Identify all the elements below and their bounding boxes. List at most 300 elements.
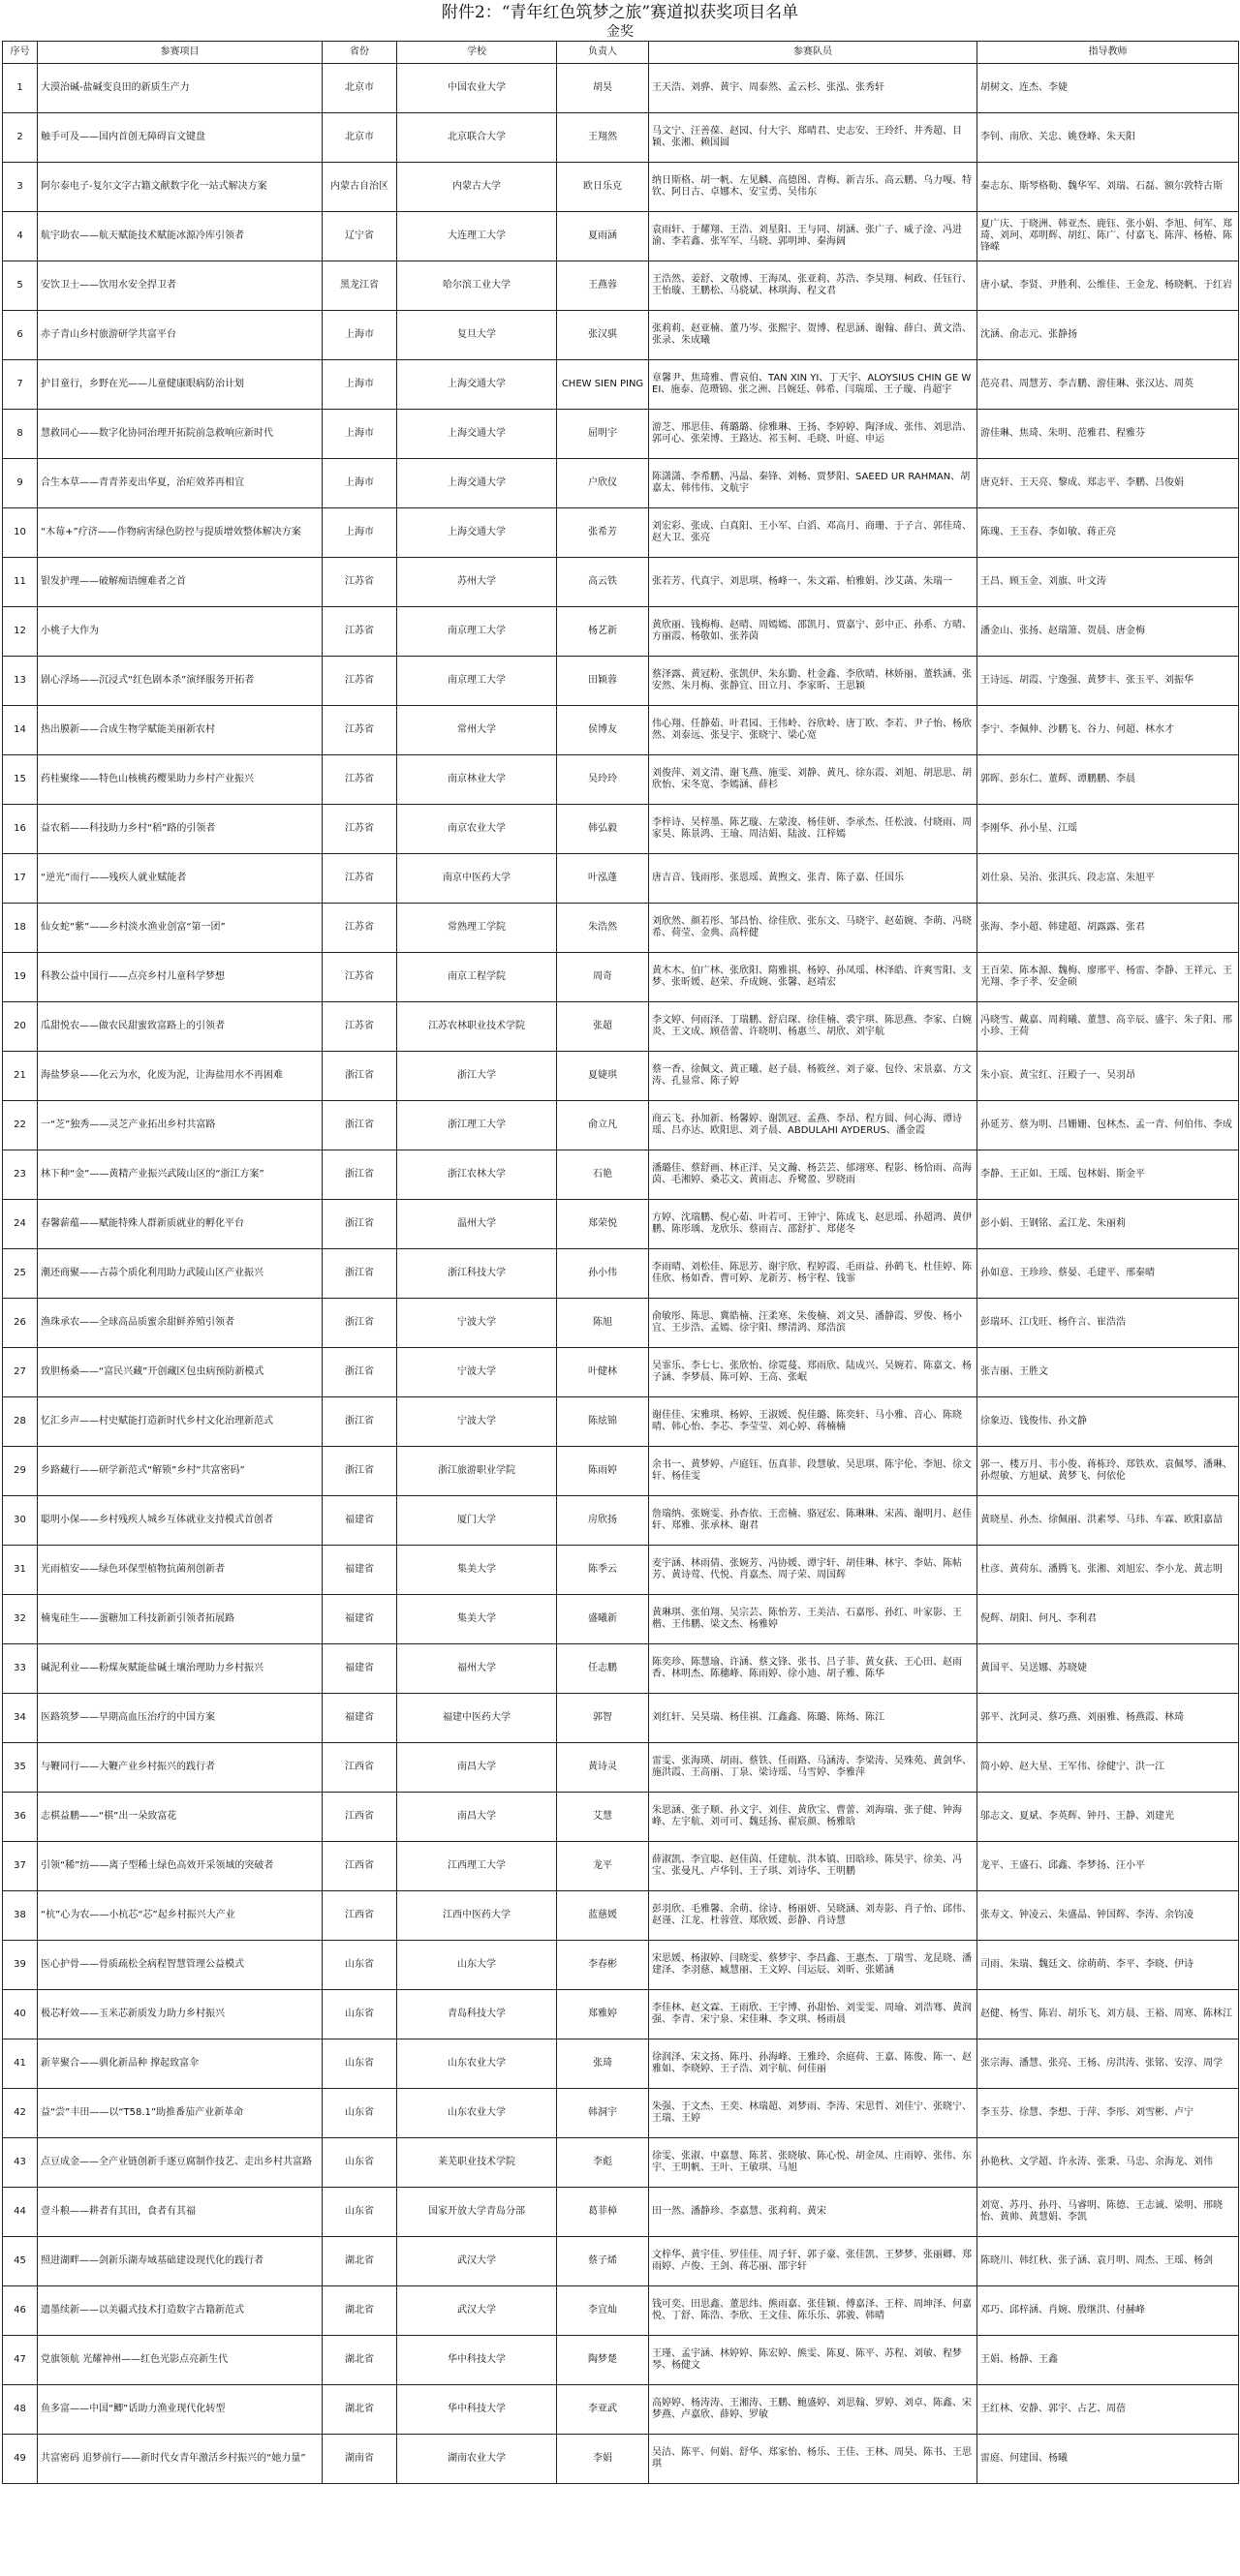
cell-school: 江苏农林职业技术学院 bbox=[397, 1002, 557, 1052]
cell-project: 点豆成金——全产业链创新手逐豆腐制作技艺、走出乡村共富路 bbox=[38, 2138, 323, 2188]
cell-advisors: 刘仕泉、吴治、张淇兵、段志富、朱旭平 bbox=[977, 854, 1239, 904]
table-row bbox=[3, 261, 1239, 311]
cell-members: 蔡泽露、黄冠粉、张凯伊、朱东勤、杜金鑫、李欣晴、林娇丽、董轶涵、张安然、朱月梅、张静宜、田立月、李家昕、王思颖 bbox=[649, 657, 977, 706]
award-list-page bbox=[0, 2, 1240, 2576]
cell-index: 1 bbox=[3, 64, 38, 113]
cell-project: 党旗领航 光耀神州——红色光影点亮新生代 bbox=[38, 2336, 323, 2385]
cell-leader: 郑荣悦 bbox=[557, 1200, 649, 1249]
column-header-advisors: 指导教师 bbox=[977, 42, 1239, 64]
cell-school: 内蒙古大学 bbox=[397, 163, 557, 212]
cell-project: 遗墨续新——以美疆式技术打造数字古籍新范式 bbox=[38, 2286, 323, 2336]
cell-school: 南京理工大学 bbox=[397, 657, 557, 706]
cell-index: 17 bbox=[3, 854, 38, 904]
cell-province: 浙江省 bbox=[323, 1348, 397, 1397]
cell-leader: 孙小伟 bbox=[557, 1249, 649, 1299]
cell-advisors: 王娟、杨静、王鑫 bbox=[977, 2336, 1239, 2385]
cell-province: 江苏省 bbox=[323, 805, 397, 854]
cell-province: 江西省 bbox=[323, 1891, 397, 1941]
cell-index: 21 bbox=[3, 1052, 38, 1101]
cell-index: 24 bbox=[3, 1200, 38, 1249]
cell-province: 内蒙古自治区 bbox=[323, 163, 397, 212]
cell-school: 中国农业大学 bbox=[397, 64, 557, 113]
table-row bbox=[3, 1546, 1239, 1595]
cell-province: 上海市 bbox=[323, 459, 397, 508]
table-row bbox=[3, 1496, 1239, 1546]
cell-school: 温州大学 bbox=[397, 1200, 557, 1249]
cell-province: 上海市 bbox=[323, 410, 397, 459]
cell-advisors: 唐克轩、王天亮、黎成、郑志平、李鹏、吕俊娟 bbox=[977, 459, 1239, 508]
cell-leader: 陈季云 bbox=[557, 1546, 649, 1595]
table-row bbox=[3, 706, 1239, 755]
cell-leader: 任志鹏 bbox=[557, 1644, 649, 1694]
cell-index: 41 bbox=[3, 2039, 38, 2089]
cell-province: 江西省 bbox=[323, 1793, 397, 1842]
table-row bbox=[3, 1200, 1239, 1249]
cell-province: 上海市 bbox=[323, 360, 397, 410]
cell-project: 药桂聚缘——特色山核桃药樱果助力乡村产业振兴 bbox=[38, 755, 323, 805]
cell-members: 朱强、于文杰、王奕、林瑞超、刘梦雨、李涛、宋思哲、刘佳宁、张晓宁、王瑞、王婷 bbox=[649, 2089, 977, 2138]
cell-province: 福建省 bbox=[323, 1644, 397, 1694]
cell-school: 浙江大学 bbox=[397, 1052, 557, 1101]
cell-members: 文梓华、黄宇佳、罗佳佳、周子轩、郭子豪、张佳凯、王梦梦、张丽卿、郑雨婷、卢俊、王剑、蒋芯丽、邵宇轩 bbox=[649, 2237, 977, 2286]
cell-project: 致胆杨桑——“富民兴藏”开创藏区包虫病预防新模式 bbox=[38, 1348, 323, 1397]
cell-index: 36 bbox=[3, 1793, 38, 1842]
cell-index: 34 bbox=[3, 1694, 38, 1743]
cell-leader: 王翔然 bbox=[557, 113, 649, 163]
cell-leader: 朱浩然 bbox=[557, 904, 649, 953]
cell-school: 厦门大学 bbox=[397, 1496, 557, 1546]
cell-members: 潘璐佳、蔡舒画、林正洋、吴文瀚、杨芸芸、郁翊寒、程影、杨恰雨、高海茵、毛湘婷、桑芯文、黄雨志、乔鹭盈、罗晓雨 bbox=[649, 1150, 977, 1200]
table-row bbox=[3, 2188, 1239, 2237]
cell-advisors: 唐小斌、李贤、尹胜利、公维佳、王金龙、杨晓帆、于红岩 bbox=[977, 261, 1239, 311]
cell-index: 6 bbox=[3, 311, 38, 360]
cell-project: 仙女蛇“紫”——乡村淡水渔业创富“第一团” bbox=[38, 904, 323, 953]
cell-advisors: 王诗远、胡霞、宁逸强、黄梦丰、张玉平、刘振华 bbox=[977, 657, 1239, 706]
cell-school: 浙江旅游职业学院 bbox=[397, 1447, 557, 1496]
cell-advisors: 孙艳秋、文学超、许永涛、张秉、马忠、余海龙、刘伟 bbox=[977, 2138, 1239, 2188]
cell-province: 北京市 bbox=[323, 113, 397, 163]
cell-advisors: 彭瑞环、江戊旺、杨仵言、崔浩浩 bbox=[977, 1299, 1239, 1348]
cell-members: 田一然、潘静珍、李嘉慧、张莉莉、黄宋 bbox=[649, 2188, 977, 2237]
cell-index: 44 bbox=[3, 2188, 38, 2237]
cell-index: 18 bbox=[3, 904, 38, 953]
table-row bbox=[3, 558, 1239, 607]
cell-index: 35 bbox=[3, 1743, 38, 1793]
award-table bbox=[2, 41, 1239, 2484]
cell-project: 安饮卫士——饮用水安全捍卫者 bbox=[38, 261, 323, 311]
cell-index: 9 bbox=[3, 459, 38, 508]
cell-leader: 张希芳 bbox=[557, 508, 649, 558]
cell-province: 浙江省 bbox=[323, 1200, 397, 1249]
cell-advisors: 王昌、顾玉金、刘旗、叶文涛 bbox=[977, 558, 1239, 607]
cell-members: 王浩然、姜舒、文敬博、王海凤、张亚莉、苏浩、李昊翔、柯政、任钰行、王怡璇、王鹏松、马骁斌、林琪海、程文君 bbox=[649, 261, 977, 311]
cell-province: 山东省 bbox=[323, 1990, 397, 2039]
cell-project: 志棋益鹏——“棋”出一朵致富花 bbox=[38, 1793, 323, 1842]
table-row bbox=[3, 657, 1239, 706]
cell-index: 31 bbox=[3, 1546, 38, 1595]
cell-school: 上海交通大学 bbox=[397, 410, 557, 459]
table-row bbox=[3, 2039, 1239, 2089]
cell-school: 上海交通大学 bbox=[397, 360, 557, 410]
cell-project: 海盐梦泉——化云为水，化废为泥，让海盐用水不再困难 bbox=[38, 1052, 323, 1101]
cell-province: 福建省 bbox=[323, 1595, 397, 1644]
cell-school: 武汉大学 bbox=[397, 2286, 557, 2336]
cell-province: 江西省 bbox=[323, 1743, 397, 1793]
cell-index: 12 bbox=[3, 607, 38, 657]
table-row bbox=[3, 113, 1239, 163]
cell-leader: 张汉骐 bbox=[557, 311, 649, 360]
cell-members: 张莉莉、赵亚楠、董乃岑、张熙宇、贺博、程思涵、谢翰、薛白、黄文浩、张录、朱成曦 bbox=[649, 311, 977, 360]
cell-members: 刘红轩、吴昊瑞、杨佳祺、江鑫鑫、陈璐、陈炀、陈江 bbox=[649, 1694, 977, 1743]
cell-advisors: 刘宽、苏丹、孙丹、马睿明、陈德、王志诚、梁明、邢晓怡、黄帅、黄慧娟、李凯 bbox=[977, 2188, 1239, 2237]
cell-index: 5 bbox=[3, 261, 38, 311]
cell-province: 浙江省 bbox=[323, 1299, 397, 1348]
cell-advisors: 雷庭、何建国、杨曦 bbox=[977, 2435, 1239, 2484]
cell-members: 雷雯、张海瑛、胡雨、蔡铁、任雨路、马涵涛、李梁涛、吴殊苑、黄剑华、施洪霞、王高丽、丁泉、梁诗瑶、马雪婷、李雅萍 bbox=[649, 1743, 977, 1793]
cell-index: 20 bbox=[3, 1002, 38, 1052]
cell-index: 42 bbox=[3, 2089, 38, 2138]
cell-members: 纳日斯格、胡一帆、左见麟、高德图、青梅、新吉乐、高云鹏、乌力嘎、特钦、阿日古、卓娜木、安宝勇、吴伟东 bbox=[649, 163, 977, 212]
cell-project: 大漠治碱-盐碱变良田的新质生产力 bbox=[38, 64, 323, 113]
cell-project: 引领“稀”纺——离子型稀土绿色高效开采领域的突破者 bbox=[38, 1842, 323, 1891]
cell-project: 益“尝”丰田——以“T58.1”助推番茄产业新革命 bbox=[38, 2089, 323, 2138]
cell-advisors: 倪辉、胡阳、何凡、李利君 bbox=[977, 1595, 1239, 1644]
table-row bbox=[3, 311, 1239, 360]
table-row bbox=[3, 64, 1239, 113]
cell-province: 山东省 bbox=[323, 2188, 397, 2237]
cell-advisors: 彭小娟、王钢铭、孟江龙、朱丽莉 bbox=[977, 1200, 1239, 1249]
cell-project: 潮还商聚——古蒜个质化利用助力武陵山区产业振兴 bbox=[38, 1249, 323, 1299]
cell-advisors: 简小婷、赵大星、王军伟、徐健宁、洪一江 bbox=[977, 1743, 1239, 1793]
cell-advisors: 孙延芳、蔡为明、吕姗姗、包林杰、孟一青、何伯伟、李成 bbox=[977, 1101, 1239, 1150]
cell-members: 李佳林、赵文霖、王雨欣、王宇博、孙甜怡、刘雯雯、周瑜、刘浩骞、黄润强、李青、宋宁泉、宋佳琳、李文琪、杨雨晨 bbox=[649, 1990, 977, 2039]
cell-members: 钱可奕、田思鑫、董思纬、熊雨嘉、张佳颖、傅嘉泽、王梓、周坤泽、何嘉悦、丁舒、陈浩、李欣、王文佳、陈乐乐、郭骏、韩晴 bbox=[649, 2286, 977, 2336]
column-header-members: 参赛队员 bbox=[649, 42, 977, 64]
cell-school: 苏州大学 bbox=[397, 558, 557, 607]
table-header-row bbox=[3, 42, 1239, 64]
table-row bbox=[3, 1793, 1239, 1842]
table-row bbox=[3, 1891, 1239, 1941]
cell-leader: 黄诗灵 bbox=[557, 1743, 649, 1793]
cell-members: 王瑾、孟宇涵、林婷婷、陈宏婷、熊雯、陈夏、陈平、苏程、刘敏、程梦琴、杨健文 bbox=[649, 2336, 977, 2385]
cell-leader: 葛菲樟 bbox=[557, 2188, 649, 2237]
cell-members: 游芝、邢思佳、蒋璐璐、徐雅琳、王扬、李婷婷、陶泽成、张伟、刘思浩、郭可心、张荣博、王路达、祁玉柯、毛晓、叶庭、申运 bbox=[649, 410, 977, 459]
cell-advisors: 游佳琳、焦琦、朱明、范雅君、程雅芬 bbox=[977, 410, 1239, 459]
cell-leader: 叶健林 bbox=[557, 1348, 649, 1397]
table-row bbox=[3, 1348, 1239, 1397]
cell-school: 宁波大学 bbox=[397, 1348, 557, 1397]
cell-advisors: 秦志东、斯琴格勒、魏华军、刘瑞、石磊、额尔敦特古斯 bbox=[977, 163, 1239, 212]
cell-leader: 李娟 bbox=[557, 2435, 649, 2484]
cell-province: 浙江省 bbox=[323, 1150, 397, 1200]
cell-index: 23 bbox=[3, 1150, 38, 1200]
cell-province: 浙江省 bbox=[323, 1101, 397, 1150]
cell-leader: 蔡子烯 bbox=[557, 2237, 649, 2286]
table-row bbox=[3, 1101, 1239, 1150]
cell-province: 浙江省 bbox=[323, 1447, 397, 1496]
cell-school: 浙江理工大学 bbox=[397, 1101, 557, 1150]
cell-project: 极芯籽效——玉米芯新质发力助力乡村振兴 bbox=[38, 1990, 323, 2039]
cell-school: 国家开放大学青岛分部 bbox=[397, 2188, 557, 2237]
cell-index: 48 bbox=[3, 2385, 38, 2435]
table-row bbox=[3, 2138, 1239, 2188]
table-row bbox=[3, 1595, 1239, 1644]
cell-province: 浙江省 bbox=[323, 1397, 397, 1447]
cell-leader: 盛曦新 bbox=[557, 1595, 649, 1644]
table-row bbox=[3, 1002, 1239, 1052]
cell-province: 浙江省 bbox=[323, 1052, 397, 1101]
cell-project: 小桃子大作为 bbox=[38, 607, 323, 657]
cell-advisors: 李钊、南欣、关忠、姚登峰、朱天阳 bbox=[977, 113, 1239, 163]
document-title: 附件2：“青年红色筑梦之旅”赛道拟获奖项目名单 bbox=[441, 3, 799, 22]
cell-members: 马文宁、汪善葆、赵园、付大宇、郑晴君、史志安、王玲纤、井秀超、目颖、张湘、赖国圆 bbox=[649, 113, 977, 163]
cell-leader: 王燕蓉 bbox=[557, 261, 649, 311]
cell-members: 李雨晴、刘松佳、陈思芳、谢宇欣、程婷霞、毛雨益、孙鹤飞、杜佳婷、陈佳欣、杨如香、曹可婷、龙新芳、杨宇程、钱霏 bbox=[649, 1249, 977, 1299]
cell-advisors: 沈涵、俞志元、张静扬 bbox=[977, 311, 1239, 360]
cell-members: 袁雨轩、于耀翔、王浩、刘星阳、王与同、胡涵、张广子、威子淦、冯进渝、李若鑫、张军军、马晓、郭明坤、秦海阔 bbox=[649, 212, 977, 261]
cell-leader: 叶泓蓬 bbox=[557, 854, 649, 904]
cell-project: 忆汇乡声——村史赋能打造新时代乡村文化治理新范式 bbox=[38, 1397, 323, 1447]
cell-school: 复旦大学 bbox=[397, 311, 557, 360]
cell-members: 伟心翔、任静茹、叶君园、王伟岭、谷欣岭、唐丁欧、李若、尹子怡、杨欣然、刘泰远、张旻宇、张晓宁、梁心宽 bbox=[649, 706, 977, 755]
table-row bbox=[3, 212, 1239, 261]
table-row bbox=[3, 2089, 1239, 2138]
cell-leader: 郭智 bbox=[557, 1694, 649, 1743]
cell-members: 谢佳佳、宋雅琪、杨婷、王淑媛、倪佳璐、陈奕轩、马小雅、音心、陈晓晴、韩心怡、李芯、李莹莹、刘心婷、蒋楠楠 bbox=[649, 1397, 977, 1447]
cell-leader: 蓝慈媛 bbox=[557, 1891, 649, 1941]
cell-project: 乡路藏行——研学新范式“解锁”乡村“共富密码” bbox=[38, 1447, 323, 1496]
cell-members: 章馨尹、焦琦雅、曹哀伯、TAN XIN YI、丁天宇、ALOYSIUS CHIN GE WEI、施泰、范瓒锦、张之洲、吕婉廷、韩希、闫瑞瑶、王子璇、肖超宇 bbox=[649, 360, 977, 410]
cell-advisors: 冯晓雪、戴嘉、周莉曦、董慧、高辛辰、盛宇、朱子阳、邢小珍、王荷 bbox=[977, 1002, 1239, 1052]
table-row bbox=[3, 805, 1239, 854]
cell-leader: 陶梦楚 bbox=[557, 2336, 649, 2385]
cell-school: 华中科技大学 bbox=[397, 2336, 557, 2385]
table-row bbox=[3, 2385, 1239, 2435]
cell-school: 北京联合大学 bbox=[397, 113, 557, 163]
cell-province: 江苏省 bbox=[323, 953, 397, 1002]
cell-advisors: 陈晓川、韩红秋、张子涵、袁月明、周杰、王瑶、杨剑 bbox=[977, 2237, 1239, 2286]
cell-members: 蔡一香、徐佩文、黄正曦、赵子晨、杨筱丝、刘子豪、包伶、宋景嘉、方文涛、孔显常、陈子婷 bbox=[649, 1052, 977, 1101]
cell-province: 山东省 bbox=[323, 1941, 397, 1990]
cell-project: 一“芝”独秀——灵芝产业拓出乡村共富路 bbox=[38, 1101, 323, 1150]
cell-members: 徐润泽、宋文扬、陈丹、孙海峰、王雅玲、余庭荷、王嘉、陈俊、陈一、赵雅如、李晓婷、王子浩、刘宇航、何佳丽 bbox=[649, 2039, 977, 2089]
cell-index: 47 bbox=[3, 2336, 38, 2385]
cell-province: 湖北省 bbox=[323, 2237, 397, 2286]
cell-province: 福建省 bbox=[323, 1496, 397, 1546]
table-row bbox=[3, 1743, 1239, 1793]
cell-advisors: 杜彦、黄荷东、潘腾飞、张湘、刘旭宏、李小龙、黄志明 bbox=[977, 1546, 1239, 1595]
cell-project: 春馨薪蕴——赋能特殊人群新质就业的孵化平台 bbox=[38, 1200, 323, 1249]
cell-leader: 户欣仪 bbox=[557, 459, 649, 508]
cell-school: 常州大学 bbox=[397, 706, 557, 755]
cell-index: 38 bbox=[3, 1891, 38, 1941]
cell-members: 彭羽欣、毛雅馨、余萌、徐诗、杨丽妍、吴晓涵、刘寿影、肖子怡、邱伟、赵谨、江龙、杜蓉萱、郑欣媛、彭静、肖诗慧 bbox=[649, 1891, 977, 1941]
table-row bbox=[3, 904, 1239, 953]
table-row bbox=[3, 1249, 1239, 1299]
cell-advisors: 邬志文、夏斌、李英辉、钟丹、王静、刘建光 bbox=[977, 1793, 1239, 1842]
table-row bbox=[3, 1447, 1239, 1496]
table-row bbox=[3, 2435, 1239, 2484]
cell-project: “木莓+”疗济——作物病害绿色防控与提质增效整体解决方案 bbox=[38, 508, 323, 558]
table-row bbox=[3, 607, 1239, 657]
cell-advisors: 陈瑰、王玉春、李如敏、蒋正亮 bbox=[977, 508, 1239, 558]
cell-leader: 俞立凡 bbox=[557, 1101, 649, 1150]
cell-school: 常熟理工学院 bbox=[397, 904, 557, 953]
cell-advisors: 邓巧、邱梓涵、肖婉、殷继洪、付赫峰 bbox=[977, 2286, 1239, 2336]
cell-project: 壹斗粮——耕者有其田，食者有其福 bbox=[38, 2188, 323, 2237]
cell-leader: 龙平 bbox=[557, 1842, 649, 1891]
cell-school: 南京工程学院 bbox=[397, 953, 557, 1002]
cell-school: 浙江科技大学 bbox=[397, 1249, 557, 1299]
table-row bbox=[3, 1150, 1239, 1200]
cell-index: 27 bbox=[3, 1348, 38, 1397]
cell-members: 宋思媛、杨淑婷、闫晓雯、蔡梦宇、李昌鑫、王惠杰、丁瑞雪、龙昆晓、潘建泽、李羽慈、臧慧丽、王文婷、闫运辰、刘昕、张婼涵 bbox=[649, 1941, 977, 1990]
cell-province: 江西省 bbox=[323, 1842, 397, 1891]
table-row bbox=[3, 360, 1239, 410]
cell-members: 詹瑞纳、张婉雯、孙杏依、王峦楠、骆冠宏、陈琳琳、宋茜、谢明月、赵佳轩、郑雅、张承林、谢君 bbox=[649, 1496, 977, 1546]
cell-index: 43 bbox=[3, 2138, 38, 2188]
cell-province: 江苏省 bbox=[323, 706, 397, 755]
cell-leader: 房欣扬 bbox=[557, 1496, 649, 1546]
cell-project: 楠鬼硅生——蛋糖加工科技新新引领者拓展路 bbox=[38, 1595, 323, 1644]
cell-school: 哈尔滨工业大学 bbox=[397, 261, 557, 311]
cell-advisors: 朱小宸、黄宝红、汪殿子一、吴羽昂 bbox=[977, 1052, 1239, 1101]
table-row bbox=[3, 2286, 1239, 2336]
cell-advisors: 郭一、楼万月、韦小俊、蒋栋玲、郑铁欢、袁佩琴、潘琳、孙煜敏、方旭斌、黄梦飞、何依伦 bbox=[977, 1447, 1239, 1496]
cell-index: 10 bbox=[3, 508, 38, 558]
cell-project: 医路筑梦——早期高血压治疗的中国方案 bbox=[38, 1694, 323, 1743]
cell-school: 华中科技大学 bbox=[397, 2385, 557, 2435]
table-row bbox=[3, 508, 1239, 558]
cell-school: 大连理工大学 bbox=[397, 212, 557, 261]
cell-project: 医心护骨——骨质疏松全病程智慧管理公益模式 bbox=[38, 1941, 323, 1990]
cell-province: 辽宁省 bbox=[323, 212, 397, 261]
table-row bbox=[3, 1990, 1239, 2039]
cell-province: 山东省 bbox=[323, 2039, 397, 2089]
cell-school: 宁波大学 bbox=[397, 1397, 557, 1447]
cell-advisors: 黄晓星、孙杰、徐佩丽、洪素琴、马玮、车霖、欧阳嘉喆 bbox=[977, 1496, 1239, 1546]
cell-index: 15 bbox=[3, 755, 38, 805]
cell-project: 触手可及——国内首创无障碍盲文键盘 bbox=[38, 113, 323, 163]
cell-province: 湖南省 bbox=[323, 2435, 397, 2484]
cell-leader: 李彪 bbox=[557, 2138, 649, 2188]
cell-project: 林下种“金”——黄精产业振兴武陵山区的“浙江方案” bbox=[38, 1150, 323, 1200]
cell-leader: 李春彬 bbox=[557, 1941, 649, 1990]
cell-leader: 陈旭 bbox=[557, 1299, 649, 1348]
cell-school: 上海交通大学 bbox=[397, 459, 557, 508]
cell-advisors: 潘金山、张扬、赵瑞箫、贺晨、唐金梅 bbox=[977, 607, 1239, 657]
cell-project: 新苹聚合——驯化新品种 撑起致富伞 bbox=[38, 2039, 323, 2089]
cell-school: 江西理工大学 bbox=[397, 1842, 557, 1891]
cell-members: 刘欣然、颜若彤、邹昌怡、徐佳欣、张东文、马晓宇、赵茹婉、李萌、冯晓希、荷莹、金典、高梓健 bbox=[649, 904, 977, 953]
cell-school: 福州大学 bbox=[397, 1644, 557, 1694]
cell-project: 热出膜新——合成生物学赋能美丽新农村 bbox=[38, 706, 323, 755]
table-row bbox=[3, 1052, 1239, 1101]
cell-index: 29 bbox=[3, 1447, 38, 1496]
cell-leader: 田颖蓉 bbox=[557, 657, 649, 706]
column-header-leader: 负责人 bbox=[557, 42, 649, 64]
cell-members: 薛淑凯、李宜聪、赵佳茵、任建航、洪本镇、田晗珍、陈昊宇、徐美、冯宝、张曼凡、卢华钊、王子琪、刘诗华、王明鹏 bbox=[649, 1842, 977, 1891]
cell-index: 39 bbox=[3, 1941, 38, 1990]
cell-leader: 陈炫锦 bbox=[557, 1397, 649, 1447]
cell-school: 上海交通大学 bbox=[397, 508, 557, 558]
cell-index: 16 bbox=[3, 805, 38, 854]
cell-members: 商云飞、孙加新、杨馨婷、谢凯冠、孟燕、李昂、程方圆、何心海、谭诗瑶、吕亦达、欧阳思、刘子晨、ABDULAHI AYDERUS、潘金霞 bbox=[649, 1101, 977, 1150]
cell-index: 14 bbox=[3, 706, 38, 755]
cell-province: 浙江省 bbox=[323, 1249, 397, 1299]
table-row bbox=[3, 410, 1239, 459]
cell-school: 莱芜职业技术学院 bbox=[397, 2138, 557, 2188]
cell-project: 护目童行，乡野在光——儿童健康眼病防治计划 bbox=[38, 360, 323, 410]
cell-members: 李梓诗、吴梓墨、陈艺璇、左蒙浚、杨佳妍、李承杰、任松波、付晓雨、周家昊、陈景鸿、王瑜、周洁娟、陆波、江梓嫣 bbox=[649, 805, 977, 854]
column-header-school: 学校 bbox=[397, 42, 557, 64]
cell-advisors: 李宁、李佩伸、沙鹏飞、谷力、何超、林水才 bbox=[977, 706, 1239, 755]
cell-advisors: 李玉芬、徐慧、李想、于萍、李彤、刘雪彬、卢宁 bbox=[977, 2089, 1239, 2138]
cell-project: 阿尔泰电子-复尔文字古籍文献数字化一站式解决方案 bbox=[38, 163, 323, 212]
cell-leader: 胡昊 bbox=[557, 64, 649, 113]
cell-school: 南京中医药大学 bbox=[397, 854, 557, 904]
cell-members: 陈奕珍、陈慧瑜、许涵、蔡文锋、张书、吕子菲、黄女荻、王心田、赵雨香、林明杰、陈穗峰、陈雨婷、徐小迪、胡子雅、陈华 bbox=[649, 1644, 977, 1694]
cell-advisors: 李静、王正如、王瑶、包林娟、斯金平 bbox=[977, 1150, 1239, 1200]
cell-province: 北京市 bbox=[323, 64, 397, 113]
cell-advisors: 司雨、朱瑞、魏廷文、徐萌萌、李平、李晓、伊诗 bbox=[977, 1941, 1239, 1990]
cell-advisors: 龙平、王盛石、邱鑫、李梦扬、汪小平 bbox=[977, 1842, 1239, 1891]
cell-index: 8 bbox=[3, 410, 38, 459]
cell-advisors: 范亮君、周慧芳、李吉鹏、游佳琳、张汉达、周英 bbox=[977, 360, 1239, 410]
cell-province: 上海市 bbox=[323, 311, 397, 360]
cell-index: 46 bbox=[3, 2286, 38, 2336]
table-row bbox=[3, 1299, 1239, 1348]
cell-index: 49 bbox=[3, 2435, 38, 2484]
cell-school: 南昌大学 bbox=[397, 1743, 557, 1793]
award-level-heading: 金奖 bbox=[606, 24, 634, 40]
cell-index: 40 bbox=[3, 1990, 38, 2039]
cell-members: 麦宇涵、林雨倩、张婉芳、冯协媛、谭宇轩、胡佳琳、林宇、李姑、陈帖芳、黄诗莺、代悦、肖嘉杰、周子荣、周国辉 bbox=[649, 1546, 977, 1595]
table-row bbox=[3, 1694, 1239, 1743]
table-row bbox=[3, 854, 1239, 904]
cell-members: 朱思涵、张子顺、孙文宇、刘佳、黄欣宝、曹蕾、刘海瑞、张子健、钟海峰、左宇航、刘可可、魏廷扬、翟宸颜、杨雅晗 bbox=[649, 1793, 977, 1842]
cell-advisors: 张吉丽、王胜文 bbox=[977, 1348, 1239, 1397]
cell-province: 山东省 bbox=[323, 2089, 397, 2138]
cell-members: 黄欣丽、钱梅梅、赵晴、周嫣嫣、邵凯月、贾嘉宁、彭中正、孙系、方晴、方丽霞、杨敬如、张荞茵 bbox=[649, 607, 977, 657]
cell-school: 江西中医药大学 bbox=[397, 1891, 557, 1941]
cell-index: 28 bbox=[3, 1397, 38, 1447]
cell-members: 吴洁、陈平、何娟、舒华、郑家怡、杨乐、王佳、王林、周昊、陈书、王思琪 bbox=[649, 2435, 977, 2484]
cell-province: 上海市 bbox=[323, 508, 397, 558]
table-row bbox=[3, 2237, 1239, 2286]
cell-project: 光雨植安——绿色环保型植物抗菌剂创新者 bbox=[38, 1546, 323, 1595]
cell-school: 山东大学 bbox=[397, 1941, 557, 1990]
cell-index: 37 bbox=[3, 1842, 38, 1891]
cell-index: 45 bbox=[3, 2237, 38, 2286]
cell-province: 江苏省 bbox=[323, 657, 397, 706]
cell-members: 刘俊萍、刘文清、谢飞燕、施雯、刘静、黄凡、徐东霞、刘旭、胡思思、胡欣怡、宋冬宽、李嫣涵、薛杉 bbox=[649, 755, 977, 805]
cell-members: 唐吉音、钱雨彤、张恩瑶、黄煦文、张青、陈子嘉、任国乐 bbox=[649, 854, 977, 904]
cell-project: 益农稻——科技助力乡村“稻”路的引领者 bbox=[38, 805, 323, 854]
cell-index: 30 bbox=[3, 1496, 38, 1546]
table-row bbox=[3, 1644, 1239, 1694]
cell-leader: 侯博友 bbox=[557, 706, 649, 755]
cell-leader: 杨艺新 bbox=[557, 607, 649, 657]
cell-leader: 欧日乐克 bbox=[557, 163, 649, 212]
cell-project: 慧救同心——数字化协同治理开拓院前急救响应新时代 bbox=[38, 410, 323, 459]
table-row bbox=[3, 1397, 1239, 1447]
cell-leader: 屈明宇 bbox=[557, 410, 649, 459]
cell-advisors: 张寿文、钟凌云、朱盛晶、钟国辉、李涛、余钧凌 bbox=[977, 1891, 1239, 1941]
cell-members: 王天浩、刘骅、黄宇、周泰然、孟云杉、张泓、张秀轩 bbox=[649, 64, 977, 113]
cell-advisors: 胡树文、连杰、李婕 bbox=[977, 64, 1239, 113]
cell-index: 3 bbox=[3, 163, 38, 212]
